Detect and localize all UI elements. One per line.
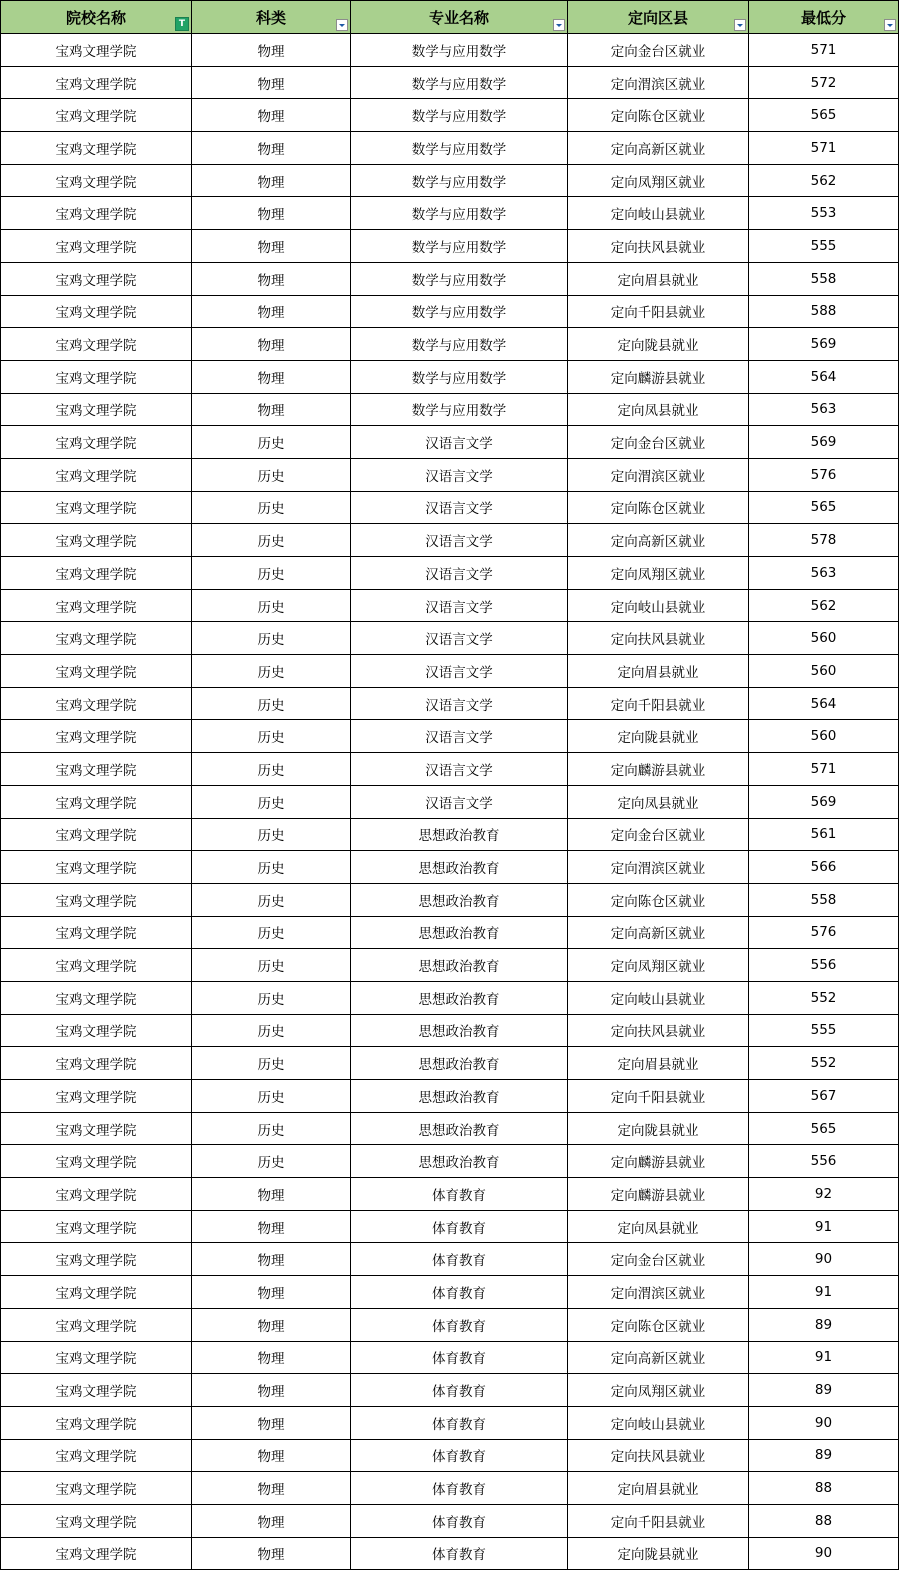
cell-major[interactable]: 数学与应用数学 — [351, 360, 568, 393]
cell-subject[interactable]: 历史 — [192, 426, 351, 459]
filter-dropdown-icon[interactable] — [884, 19, 896, 31]
cell-district[interactable]: 定向陇县就业 — [568, 720, 749, 753]
cell-subject[interactable]: 物理 — [192, 1243, 351, 1276]
table-row — [1, 99, 899, 132]
table-row — [1, 1145, 899, 1178]
cell-subject[interactable]: 历史 — [192, 883, 351, 916]
column-header-major[interactable] — [351, 1, 568, 34]
cell-subject[interactable]: 历史 — [192, 1112, 351, 1145]
cell-school[interactable]: 宝鸡文理学院 — [1, 589, 192, 622]
filter-applied-icon[interactable]: T — [175, 17, 189, 31]
table-row — [1, 1080, 899, 1113]
cell-subject[interactable]: 历史 — [192, 949, 351, 982]
cell-subject[interactable]: 历史 — [192, 491, 351, 524]
cell-major[interactable]: 思想政治教育 — [351, 1112, 568, 1145]
cell-major[interactable]: 体育教育 — [351, 1243, 568, 1276]
cell-major[interactable]: 体育教育 — [351, 1406, 568, 1439]
cell-min-score[interactable]: 560 — [749, 622, 899, 655]
cell-min-score[interactable]: 562 — [749, 589, 899, 622]
cell-subject[interactable]: 历史 — [192, 1080, 351, 1113]
cell-min-score[interactable]: 565 — [749, 491, 899, 524]
cell-district[interactable]: 定向渭滨区就业 — [568, 1276, 749, 1309]
cell-district[interactable]: 定向陇县就业 — [568, 1112, 749, 1145]
cell-subject[interactable]: 历史 — [192, 1047, 351, 1080]
cell-min-score[interactable]: 558 — [749, 883, 899, 916]
cell-major[interactable]: 数学与应用数学 — [351, 99, 568, 132]
cell-min-score[interactable]: 563 — [749, 393, 899, 426]
cell-subject[interactable]: 物理 — [192, 1472, 351, 1505]
cell-subject[interactable]: 物理 — [192, 1210, 351, 1243]
cell-min-score[interactable]: 90 — [749, 1243, 899, 1276]
cell-major[interactable]: 数学与应用数学 — [351, 132, 568, 165]
cell-subject[interactable]: 历史 — [192, 1145, 351, 1178]
table-row — [1, 295, 899, 328]
cell-school[interactable]: 宝鸡文理学院 — [1, 132, 192, 165]
cell-district[interactable]: 定向岐山县就业 — [568, 981, 749, 1014]
cell-min-score[interactable]: 552 — [749, 1047, 899, 1080]
cell-district[interactable]: 定向凤县就业 — [568, 785, 749, 818]
cell-min-score[interactable]: 567 — [749, 1080, 899, 1113]
cell-district[interactable]: 定向岐山县就业 — [568, 1406, 749, 1439]
table-row — [1, 687, 899, 720]
cell-district[interactable]: 定向高新区就业 — [568, 524, 749, 557]
cell-major[interactable]: 数学与应用数学 — [351, 328, 568, 361]
cell-school[interactable]: 宝鸡文理学院 — [1, 426, 192, 459]
column-header-label: 专业名称 — [428, 8, 489, 27]
cell-min-score[interactable]: 92 — [749, 1178, 899, 1211]
cell-school[interactable]: 宝鸡文理学院 — [1, 655, 192, 688]
cell-major[interactable]: 数学与应用数学 — [351, 295, 568, 328]
cell-school[interactable]: 宝鸡文理学院 — [1, 66, 192, 99]
cell-min-score[interactable]: 558 — [749, 262, 899, 295]
cell-school[interactable]: 宝鸡文理学院 — [1, 164, 192, 197]
cell-min-score[interactable]: 88 — [749, 1472, 899, 1505]
cell-school[interactable]: 宝鸡文理学院 — [1, 1145, 192, 1178]
cell-min-score[interactable]: 571 — [749, 34, 899, 67]
cell-subject[interactable]: 历史 — [192, 655, 351, 688]
cell-district[interactable]: 定向麟游县就业 — [568, 1145, 749, 1178]
cell-major[interactable]: 思想政治教育 — [351, 1080, 568, 1113]
cell-district[interactable]: 定向渭滨区就业 — [568, 851, 749, 884]
cell-school[interactable]: 宝鸡文理学院 — [1, 1308, 192, 1341]
table-row — [1, 1243, 899, 1276]
table-row — [1, 524, 899, 557]
cell-subject[interactable]: 历史 — [192, 785, 351, 818]
cell-min-score[interactable]: 569 — [749, 328, 899, 361]
cell-school[interactable]: 宝鸡文理学院 — [1, 1112, 192, 1145]
cell-district[interactable]: 定向高新区就业 — [568, 916, 749, 949]
cell-district[interactable]: 定向凤翔区就业 — [568, 557, 749, 590]
cell-major[interactable]: 体育教育 — [351, 1504, 568, 1537]
cell-min-score[interactable]: 576 — [749, 458, 899, 491]
cell-min-score[interactable]: 561 — [749, 818, 899, 851]
table-row — [1, 1537, 899, 1570]
cell-district[interactable]: 定向渭滨区就业 — [568, 66, 749, 99]
filter-dropdown-icon[interactable] — [734, 19, 746, 31]
cell-major[interactable]: 思想政治教育 — [351, 1145, 568, 1178]
column-header-subject[interactable] — [192, 1, 351, 34]
table-row — [1, 164, 899, 197]
cell-school[interactable]: 宝鸡文理学院 — [1, 295, 192, 328]
cell-subject[interactable]: 物理 — [192, 1341, 351, 1374]
table-row — [1, 753, 899, 786]
cell-subject[interactable]: 历史 — [192, 687, 351, 720]
cell-school[interactable]: 宝鸡文理学院 — [1, 557, 192, 590]
cell-school[interactable]: 宝鸡文理学院 — [1, 1047, 192, 1080]
cell-district[interactable]: 定向千阳县就业 — [568, 687, 749, 720]
cell-major[interactable]: 汉语言文学 — [351, 655, 568, 688]
cell-major[interactable]: 汉语言文学 — [351, 524, 568, 557]
cell-school[interactable]: 宝鸡文理学院 — [1, 981, 192, 1014]
table-body — [1, 34, 899, 1570]
cell-school[interactable]: 宝鸡文理学院 — [1, 1439, 192, 1472]
cell-major[interactable]: 数学与应用数学 — [351, 164, 568, 197]
cell-major[interactable]: 汉语言文学 — [351, 753, 568, 786]
cell-min-score[interactable]: 569 — [749, 785, 899, 818]
cell-district[interactable]: 定向陈仓区就业 — [568, 883, 749, 916]
cell-major[interactable]: 数学与应用数学 — [351, 230, 568, 263]
cell-major[interactable]: 体育教育 — [351, 1374, 568, 1407]
cell-major[interactable]: 体育教育 — [351, 1178, 568, 1211]
cell-min-score[interactable]: 556 — [749, 949, 899, 982]
cell-subject[interactable]: 物理 — [192, 393, 351, 426]
table-row — [1, 622, 899, 655]
filter-dropdown-icon[interactable] — [336, 19, 348, 31]
cell-school[interactable]: 宝鸡文理学院 — [1, 851, 192, 884]
cell-subject[interactable]: 物理 — [192, 1504, 351, 1537]
cell-district[interactable]: 定向岐山县就业 — [568, 197, 749, 230]
cell-school[interactable]: 宝鸡文理学院 — [1, 1276, 192, 1309]
cell-min-score[interactable]: 90 — [749, 1406, 899, 1439]
cell-major[interactable]: 思想政治教育 — [351, 851, 568, 884]
cell-subject[interactable]: 历史 — [192, 1014, 351, 1047]
cell-major[interactable]: 汉语言文学 — [351, 557, 568, 590]
cell-major[interactable]: 体育教育 — [351, 1276, 568, 1309]
cell-district[interactable]: 定向麟游县就业 — [568, 753, 749, 786]
table-row — [1, 1406, 899, 1439]
cell-school[interactable]: 宝鸡文理学院 — [1, 1341, 192, 1374]
cell-district[interactable]: 定向陇县就业 — [568, 328, 749, 361]
cell-min-score[interactable]: 555 — [749, 1014, 899, 1047]
cell-subject[interactable]: 物理 — [192, 1406, 351, 1439]
cell-school[interactable]: 宝鸡文理学院 — [1, 1537, 192, 1570]
cell-district[interactable]: 定向凤翔区就业 — [568, 949, 749, 982]
table-row — [1, 785, 899, 818]
cell-major[interactable]: 思想政治教育 — [351, 949, 568, 982]
cell-major[interactable]: 体育教育 — [351, 1537, 568, 1570]
cell-subject[interactable]: 物理 — [192, 1537, 351, 1570]
cell-major[interactable]: 体育教育 — [351, 1308, 568, 1341]
table-row — [1, 458, 899, 491]
table-row — [1, 851, 899, 884]
cell-subject[interactable]: 历史 — [192, 524, 351, 557]
cell-district[interactable]: 定向千阳县就业 — [568, 1080, 749, 1113]
table-row — [1, 1308, 899, 1341]
cell-district[interactable]: 定向眉县就业 — [568, 655, 749, 688]
cell-major[interactable]: 汉语言文学 — [351, 458, 568, 491]
cell-school[interactable]: 宝鸡文理学院 — [1, 524, 192, 557]
table-row — [1, 1112, 899, 1145]
cell-district[interactable]: 定向金台区就业 — [568, 426, 749, 459]
cell-min-score[interactable]: 571 — [749, 753, 899, 786]
table-row — [1, 328, 899, 361]
cell-school[interactable]: 宝鸡文理学院 — [1, 1178, 192, 1211]
table-row — [1, 1374, 899, 1407]
cell-min-score[interactable]: 89 — [749, 1439, 899, 1472]
table-row — [1, 1504, 899, 1537]
cell-district[interactable]: 定向麟游县就业 — [568, 360, 749, 393]
cell-school[interactable]: 宝鸡文理学院 — [1, 262, 192, 295]
cell-subject[interactable]: 历史 — [192, 818, 351, 851]
table-row — [1, 262, 899, 295]
cell-subject[interactable]: 物理 — [192, 197, 351, 230]
cell-district[interactable]: 定向扶风县就业 — [568, 1014, 749, 1047]
cell-major[interactable]: 汉语言文学 — [351, 720, 568, 753]
cell-subject[interactable]: 历史 — [192, 557, 351, 590]
cell-district[interactable]: 定向扶风县就业 — [568, 1439, 749, 1472]
table-row — [1, 720, 899, 753]
cell-major[interactable]: 体育教育 — [351, 1341, 568, 1374]
column-header-min-score[interactable] — [749, 1, 899, 34]
table-row — [1, 1439, 899, 1472]
cell-school[interactable]: 宝鸡文理学院 — [1, 197, 192, 230]
cell-school[interactable]: 宝鸡文理学院 — [1, 99, 192, 132]
cell-min-score[interactable]: 576 — [749, 916, 899, 949]
table-row — [1, 197, 899, 230]
table-row — [1, 589, 899, 622]
cell-school[interactable]: 宝鸡文理学院 — [1, 687, 192, 720]
cell-subject[interactable]: 物理 — [192, 1178, 351, 1211]
table-row — [1, 1341, 899, 1374]
cell-district[interactable]: 定向凤县就业 — [568, 393, 749, 426]
cell-district[interactable]: 定向陈仓区就业 — [568, 99, 749, 132]
cell-subject[interactable]: 物理 — [192, 360, 351, 393]
cell-district[interactable]: 定向千阳县就业 — [568, 295, 749, 328]
cell-subject[interactable]: 物理 — [192, 262, 351, 295]
cell-major[interactable]: 汉语言文学 — [351, 687, 568, 720]
cell-subject[interactable]: 历史 — [192, 622, 351, 655]
cell-major[interactable]: 数学与应用数学 — [351, 262, 568, 295]
cell-district[interactable]: 定向高新区就业 — [568, 1341, 749, 1374]
cell-district[interactable]: 定向麟游县就业 — [568, 1178, 749, 1211]
cell-min-score[interactable]: 569 — [749, 426, 899, 459]
cell-district[interactable]: 定向金台区就业 — [568, 818, 749, 851]
cell-min-score[interactable]: 89 — [749, 1308, 899, 1341]
cell-major[interactable]: 思想政治教育 — [351, 883, 568, 916]
cell-min-score[interactable]: 564 — [749, 687, 899, 720]
cell-major[interactable]: 思想政治教育 — [351, 818, 568, 851]
table-row — [1, 883, 899, 916]
cell-district[interactable]: 定向陈仓区就业 — [568, 1308, 749, 1341]
cell-district[interactable]: 定向金台区就业 — [568, 34, 749, 67]
cell-district[interactable]: 定向陈仓区就业 — [568, 491, 749, 524]
cell-min-score[interactable]: 572 — [749, 66, 899, 99]
cell-subject[interactable]: 物理 — [192, 1374, 351, 1407]
cell-subject[interactable]: 历史 — [192, 916, 351, 949]
cell-major[interactable]: 思想政治教育 — [351, 916, 568, 949]
cell-school[interactable]: 宝鸡文理学院 — [1, 393, 192, 426]
table-row — [1, 426, 899, 459]
table-row — [1, 34, 899, 67]
cell-major[interactable]: 思想政治教育 — [351, 981, 568, 1014]
filter-dropdown-icon[interactable] — [553, 19, 565, 31]
table-row — [1, 1014, 899, 1047]
cell-school[interactable]: 宝鸡文理学院 — [1, 753, 192, 786]
cell-district[interactable]: 定向凤翔区就业 — [568, 164, 749, 197]
cell-school[interactable]: 宝鸡文理学院 — [1, 328, 192, 361]
cell-min-score[interactable]: 588 — [749, 295, 899, 328]
cell-min-score[interactable]: 552 — [749, 981, 899, 1014]
cell-major[interactable]: 体育教育 — [351, 1210, 568, 1243]
cell-subject[interactable]: 历史 — [192, 981, 351, 1014]
cell-major[interactable]: 数学与应用数学 — [351, 393, 568, 426]
column-header-label: 最低分 — [800, 8, 846, 27]
cell-district[interactable]: 定向高新区就业 — [568, 132, 749, 165]
cell-min-score[interactable]: 91 — [749, 1341, 899, 1374]
cell-subject[interactable]: 历史 — [192, 851, 351, 884]
cell-major[interactable]: 汉语言文学 — [351, 589, 568, 622]
cell-subject[interactable]: 历史 — [192, 720, 351, 753]
cell-school[interactable]: 宝鸡文理学院 — [1, 1210, 192, 1243]
cell-district[interactable]: 定向眉县就业 — [568, 1047, 749, 1080]
cell-school[interactable]: 宝鸡文理学院 — [1, 1080, 192, 1113]
cell-district[interactable]: 定向扶风县就业 — [568, 230, 749, 263]
cell-school[interactable]: 宝鸡文理学院 — [1, 1472, 192, 1505]
cell-major[interactable]: 汉语言文学 — [351, 622, 568, 655]
cell-min-score[interactable]: 90 — [749, 1537, 899, 1570]
table-row — [1, 1210, 899, 1243]
column-header-label: 科类 — [255, 8, 286, 27]
column-header-label: 院校名称 — [65, 8, 126, 27]
cell-min-score[interactable]: 562 — [749, 164, 899, 197]
cell-min-score[interactable]: 571 — [749, 132, 899, 165]
table-row — [1, 818, 899, 851]
cell-subject[interactable]: 物理 — [192, 34, 351, 67]
cell-subject[interactable]: 物理 — [192, 132, 351, 165]
cell-school[interactable]: 宝鸡文理学院 — [1, 1374, 192, 1407]
column-header-label: 定向区县 — [627, 8, 688, 27]
cell-min-score[interactable]: 91 — [749, 1276, 899, 1309]
cell-subject[interactable]: 物理 — [192, 230, 351, 263]
cell-subject[interactable]: 物理 — [192, 164, 351, 197]
cell-school[interactable]: 宝鸡文理学院 — [1, 785, 192, 818]
cell-major[interactable]: 汉语言文学 — [351, 785, 568, 818]
cell-district[interactable]: 定向凤翔区就业 — [568, 1374, 749, 1407]
cell-school[interactable]: 宝鸡文理学院 — [1, 622, 192, 655]
cell-school[interactable]: 宝鸡文理学院 — [1, 34, 192, 67]
cell-major[interactable]: 数学与应用数学 — [351, 197, 568, 230]
cell-subject[interactable]: 历史 — [192, 458, 351, 491]
cell-subject[interactable]: 物理 — [192, 328, 351, 361]
cell-min-score[interactable]: 88 — [749, 1504, 899, 1537]
cell-min-score[interactable]: 563 — [749, 557, 899, 590]
cell-subject[interactable]: 物理 — [192, 295, 351, 328]
table-row — [1, 1178, 899, 1211]
cell-subject[interactable]: 历史 — [192, 589, 351, 622]
table-row — [1, 1047, 899, 1080]
cell-district[interactable]: 定向陇县就业 — [568, 1537, 749, 1570]
cell-district[interactable]: 定向渭滨区就业 — [568, 458, 749, 491]
cell-district[interactable]: 定向凤县就业 — [568, 1210, 749, 1243]
cell-min-score[interactable]: 565 — [749, 1112, 899, 1145]
cell-subject[interactable]: 物理 — [192, 1308, 351, 1341]
table-row — [1, 360, 899, 393]
cell-min-score[interactable]: 91 — [749, 1210, 899, 1243]
table-row — [1, 1472, 899, 1505]
cell-subject[interactable]: 物理 — [192, 1276, 351, 1309]
cell-school[interactable]: 宝鸡文理学院 — [1, 1504, 192, 1537]
cell-school[interactable]: 宝鸡文理学院 — [1, 818, 192, 851]
cell-school[interactable]: 宝鸡文理学院 — [1, 360, 192, 393]
cell-school[interactable]: 宝鸡文理学院 — [1, 883, 192, 916]
cell-school[interactable]: 宝鸡文理学院 — [1, 1406, 192, 1439]
cell-min-score[interactable]: 564 — [749, 360, 899, 393]
cell-subject[interactable]: 物理 — [192, 99, 351, 132]
cell-district[interactable]: 定向千阳县就业 — [568, 1504, 749, 1537]
cell-school[interactable]: 宝鸡文理学院 — [1, 916, 192, 949]
cell-district[interactable]: 定向扶风县就业 — [568, 622, 749, 655]
cell-major[interactable]: 思想政治教育 — [351, 1014, 568, 1047]
cell-school[interactable]: 宝鸡文理学院 — [1, 1243, 192, 1276]
table-row — [1, 66, 899, 99]
cell-min-score[interactable]: 566 — [749, 851, 899, 884]
table-row — [1, 393, 899, 426]
cell-subject[interactable]: 物理 — [192, 66, 351, 99]
cell-min-score[interactable]: 560 — [749, 720, 899, 753]
header-row — [1, 1, 899, 34]
column-header-district[interactable] — [568, 1, 749, 34]
cell-major[interactable]: 数学与应用数学 — [351, 66, 568, 99]
cell-school[interactable]: 宝鸡文理学院 — [1, 949, 192, 982]
cell-district[interactable]: 定向岐山县就业 — [568, 589, 749, 622]
cell-major[interactable]: 汉语言文学 — [351, 491, 568, 524]
cell-min-score[interactable]: 578 — [749, 524, 899, 557]
cell-major[interactable]: 汉语言文学 — [351, 426, 568, 459]
table-row — [1, 1276, 899, 1309]
cell-major[interactable]: 数学与应用数学 — [351, 34, 568, 67]
cell-subject[interactable]: 历史 — [192, 753, 351, 786]
cell-min-score[interactable]: 565 — [749, 99, 899, 132]
table-row — [1, 557, 899, 590]
cell-district[interactable]: 定向眉县就业 — [568, 1472, 749, 1505]
cell-min-score[interactable]: 89 — [749, 1374, 899, 1407]
cell-school[interactable]: 宝鸡文理学院 — [1, 1014, 192, 1047]
table-row — [1, 132, 899, 165]
column-header-school[interactable] — [1, 1, 192, 34]
cell-subject[interactable]: 物理 — [192, 1439, 351, 1472]
cell-school[interactable]: 宝鸡文理学院 — [1, 458, 192, 491]
cell-district[interactable]: 定向眉县就业 — [568, 262, 749, 295]
cell-min-score[interactable]: 560 — [749, 655, 899, 688]
cell-min-score[interactable]: 555 — [749, 230, 899, 263]
table-row — [1, 655, 899, 688]
cell-major[interactable]: 体育教育 — [351, 1439, 568, 1472]
table-row — [1, 916, 899, 949]
cell-min-score[interactable]: 556 — [749, 1145, 899, 1178]
cell-school[interactable]: 宝鸡文理学院 — [1, 491, 192, 524]
cell-min-score[interactable]: 553 — [749, 197, 899, 230]
cell-district[interactable]: 定向金台区就业 — [568, 1243, 749, 1276]
table-row — [1, 230, 899, 263]
table-row — [1, 981, 899, 1014]
table-row — [1, 949, 899, 982]
cell-school[interactable]: 宝鸡文理学院 — [1, 720, 192, 753]
cell-major[interactable]: 体育教育 — [351, 1472, 568, 1505]
cell-school[interactable]: 宝鸡文理学院 — [1, 230, 192, 263]
cell-major[interactable]: 思想政治教育 — [351, 1047, 568, 1080]
table-row — [1, 491, 899, 524]
